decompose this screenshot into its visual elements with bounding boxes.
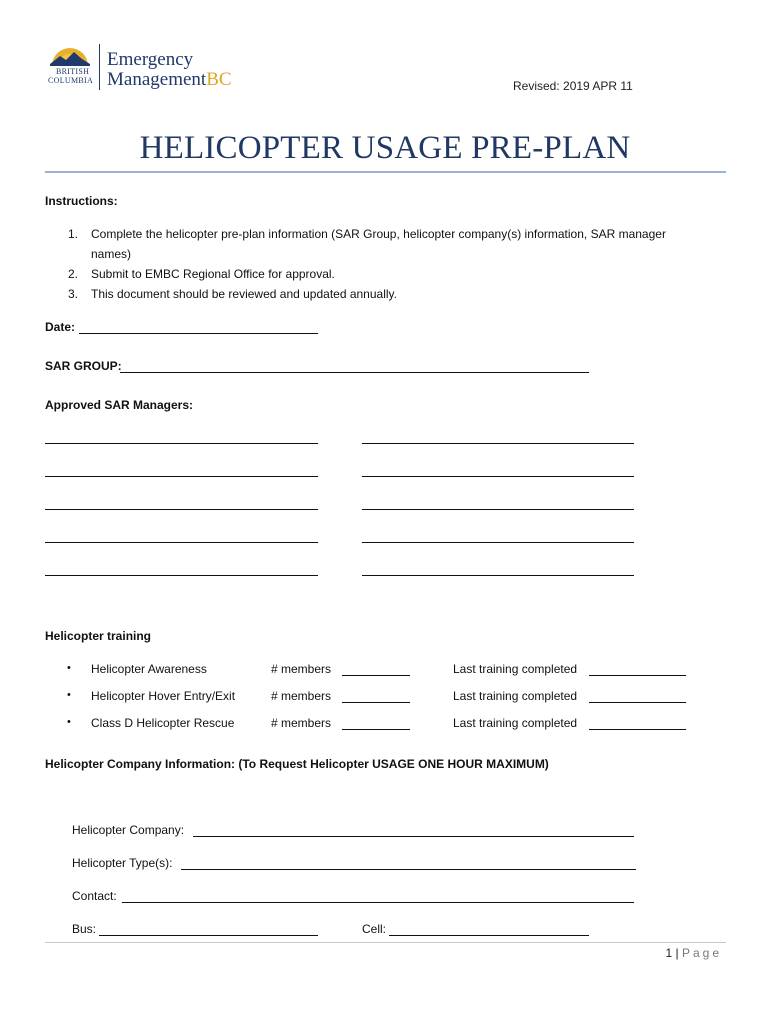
bus-field[interactable]: [99, 935, 318, 936]
bus-label: Bus:: [72, 922, 97, 936]
members-label: # members: [271, 662, 332, 676]
company-heading: Helicopter Company Information: (To Request Helicopter USAGE ONE HOUR MAXIMUM): [45, 757, 549, 771]
instruction-text-3: This document should be reviewed and updated annually.: [91, 287, 397, 301]
members-field[interactable]: [342, 702, 410, 703]
instruction-number-3: 3.: [68, 287, 79, 301]
brand-name-line2: [107, 69, 232, 91]
approved-managers-label: Approved SAR Managers:: [45, 398, 194, 412]
manager-field[interactable]: [362, 542, 634, 543]
training-name: Class D Helicopter Rescue: [91, 716, 235, 730]
company-field[interactable]: [193, 836, 634, 837]
bullet-icon: •: [67, 662, 71, 674]
instruction-number-1: 1.: [68, 227, 79, 241]
instructions-heading: Instructions:: [45, 194, 118, 208]
types-label: Helicopter Type(s):: [72, 856, 173, 870]
last-training-field[interactable]: [589, 702, 686, 703]
brand-name-main: Management: [107, 69, 207, 90]
bullet-icon: •: [67, 716, 71, 728]
training-heading: Helicopter training: [45, 629, 152, 643]
footer-rule: [45, 942, 726, 943]
logo-divider: [99, 44, 100, 90]
brand-name-line1: Emergency: [107, 49, 194, 70]
page-word: Page: [681, 946, 722, 960]
title-rule: [45, 171, 726, 173]
training-name: Helicopter Awareness: [91, 662, 207, 676]
page-number-value: 1: [665, 946, 673, 960]
page-number: [0, 946, 722, 960]
contact-field[interactable]: [122, 902, 634, 903]
last-training-label: Last training completed: [453, 689, 578, 703]
training-name: Helicopter Hover Entry/Exit: [91, 689, 236, 703]
members-field[interactable]: [342, 729, 410, 730]
company-label: Helicopter Company:: [72, 823, 185, 837]
cell-label: Cell:: [362, 922, 387, 936]
revised-date: Revised: 2019 APR 11: [513, 79, 633, 93]
members-label: # members: [271, 689, 332, 703]
last-training-field[interactable]: [589, 729, 686, 730]
sar-group-label: SAR GROUP:: [45, 359, 122, 373]
page-title: HELICOPTER USAGE PRE-PLAN: [139, 130, 631, 166]
sar-group-field[interactable]: [120, 372, 589, 373]
date-field[interactable]: [79, 333, 318, 334]
date-label: Date:: [45, 320, 76, 334]
last-training-label: Last training completed: [453, 662, 578, 676]
manager-field[interactable]: [45, 509, 318, 510]
bullet-icon: •: [67, 689, 71, 701]
members-field[interactable]: [342, 675, 410, 676]
instruction-text-1: Complete the helicopter pre-plan information (SAR Group, helicopter company(s) information, SAR manager: [91, 227, 666, 241]
last-training-field[interactable]: [589, 675, 686, 676]
manager-field[interactable]: [45, 476, 318, 477]
page-separator: |: [675, 946, 679, 960]
last-training-label: Last training completed: [453, 716, 578, 730]
manager-field[interactable]: [45, 542, 318, 543]
manager-field[interactable]: [362, 575, 634, 576]
manager-field[interactable]: [362, 476, 634, 477]
cell-field[interactable]: [389, 935, 589, 936]
members-label: # members: [271, 716, 332, 730]
instruction-text-1-cont: names): [91, 247, 132, 261]
manager-field[interactable]: [45, 575, 318, 576]
manager-field[interactable]: [45, 443, 318, 444]
logo-text-columbia: COLUMBIA: [48, 76, 94, 85]
instruction-number-2: 2.: [68, 267, 79, 281]
manager-field[interactable]: [362, 443, 634, 444]
logo-text-british: BRITISH: [56, 67, 90, 76]
brand-name-accent: BC: [206, 69, 232, 90]
instruction-text-2: Submit to EMBC Regional Office for approval.: [91, 267, 335, 281]
contact-label: Contact:: [72, 889, 117, 903]
types-field[interactable]: [181, 869, 636, 870]
manager-field[interactable]: [362, 509, 634, 510]
